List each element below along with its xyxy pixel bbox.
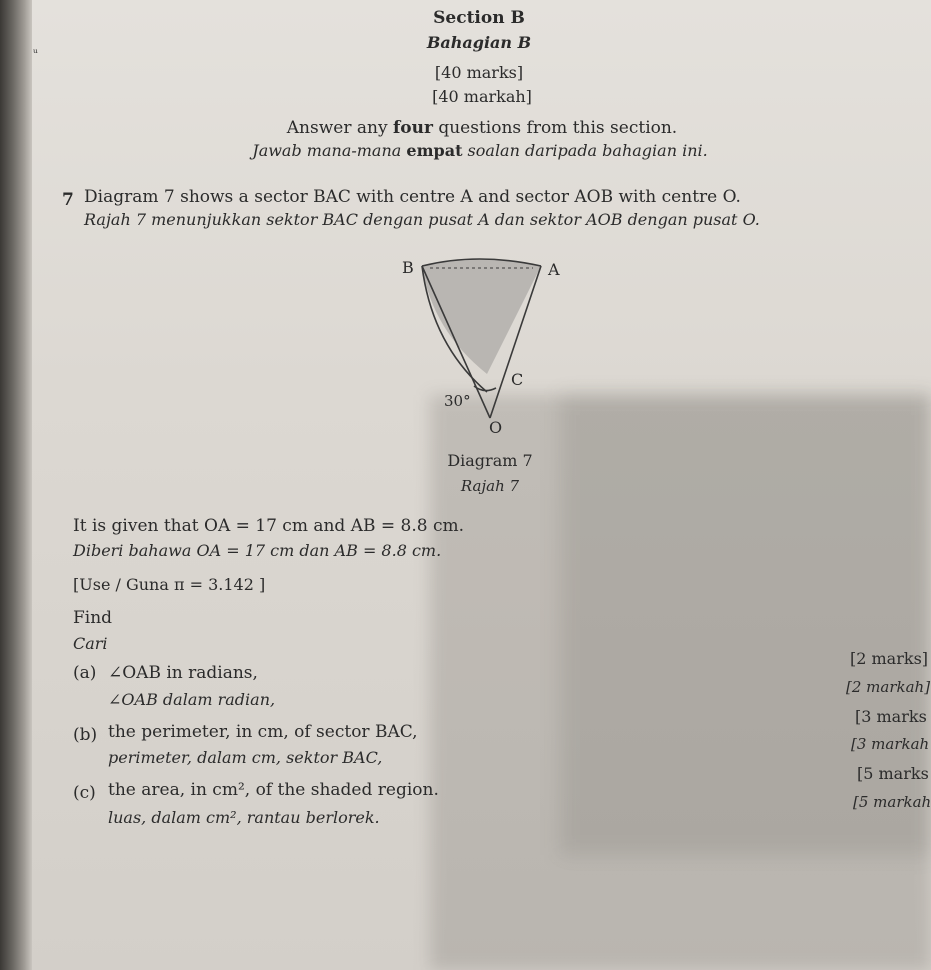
label-c: C [511,370,524,389]
use-pi: [Use / Guna π = 3.142 ] [73,575,266,594]
instruction-en-pre: Answer any [286,118,393,138]
part-a-label: (a) [73,663,97,683]
diagram-caption-ms: Rajah 7 [460,477,520,495]
instruction-ms-pre: Jawab mana-mana [252,141,407,160]
part-b-ms: perimeter, dalam cm, sektor BAC, [108,748,383,767]
question-stem-ms: Rajah 7 menunjukkan sektor BAC dengan pusat A dan sektor AOB dengan pusat O. [84,210,760,229]
part-c-label: (c) [73,783,96,803]
section-title: Section B [433,8,525,28]
margin-fragment: ᵘ [33,46,38,60]
find-en: Find [73,608,113,628]
instruction-en-post: questions from this section. [432,118,678,138]
part-c-marks-en: [5 marks [857,764,929,783]
given-en: It is given that OA = 17 cm and AB = 8.8 cm. [73,516,465,536]
diagram-caption-en: Diagram 7 [447,451,533,470]
part-b-marks-ms: [3 markah [851,735,930,753]
total-marks-en: [40 marks] [434,63,524,82]
label-o: O [489,418,503,437]
instruction-ms-post: soalan daripada bahagian ini. [462,141,708,160]
total-marks-ms: [40 markah] [432,87,532,106]
find-ms: Cari [73,634,108,653]
part-a-en: ∠OAB in radians, [108,663,258,683]
part-a-marks-en: [2 marks] [850,649,929,668]
part-b-label: (b) [73,725,98,745]
part-a-ms: ∠OAB dalam radian, [108,690,276,709]
label-a: A [548,260,560,279]
part-c-marks-ms: [5 markah [853,793,931,811]
given-ms: Diberi bahawa OA = 17 cm dan AB = 8.8 cm. [73,541,442,560]
shaded-region [422,259,541,374]
part-b-en: the perimeter, in cm, of sector BAC, [108,722,418,742]
part-a-marks-ms: [2 markah] [846,678,931,696]
part-b-marks-en: [3 marks [855,707,927,726]
section-title-ms: Bahagian B [426,33,532,52]
part-c-en: the area, in cm², of the shaded region. [108,780,439,800]
part-c-ms: luas, dalam cm², rantau berlorek. [108,808,380,827]
question-number: 7 [62,190,74,210]
label-b: B [402,258,414,277]
question-stem-en: Diagram 7 shows a sector BAC with centre A and sector AOB with centre O. [84,187,741,207]
angle-label: 30° [444,392,471,410]
instruction-en-bold: four [392,118,433,138]
instruction-ms-bold: empat [406,141,463,160]
